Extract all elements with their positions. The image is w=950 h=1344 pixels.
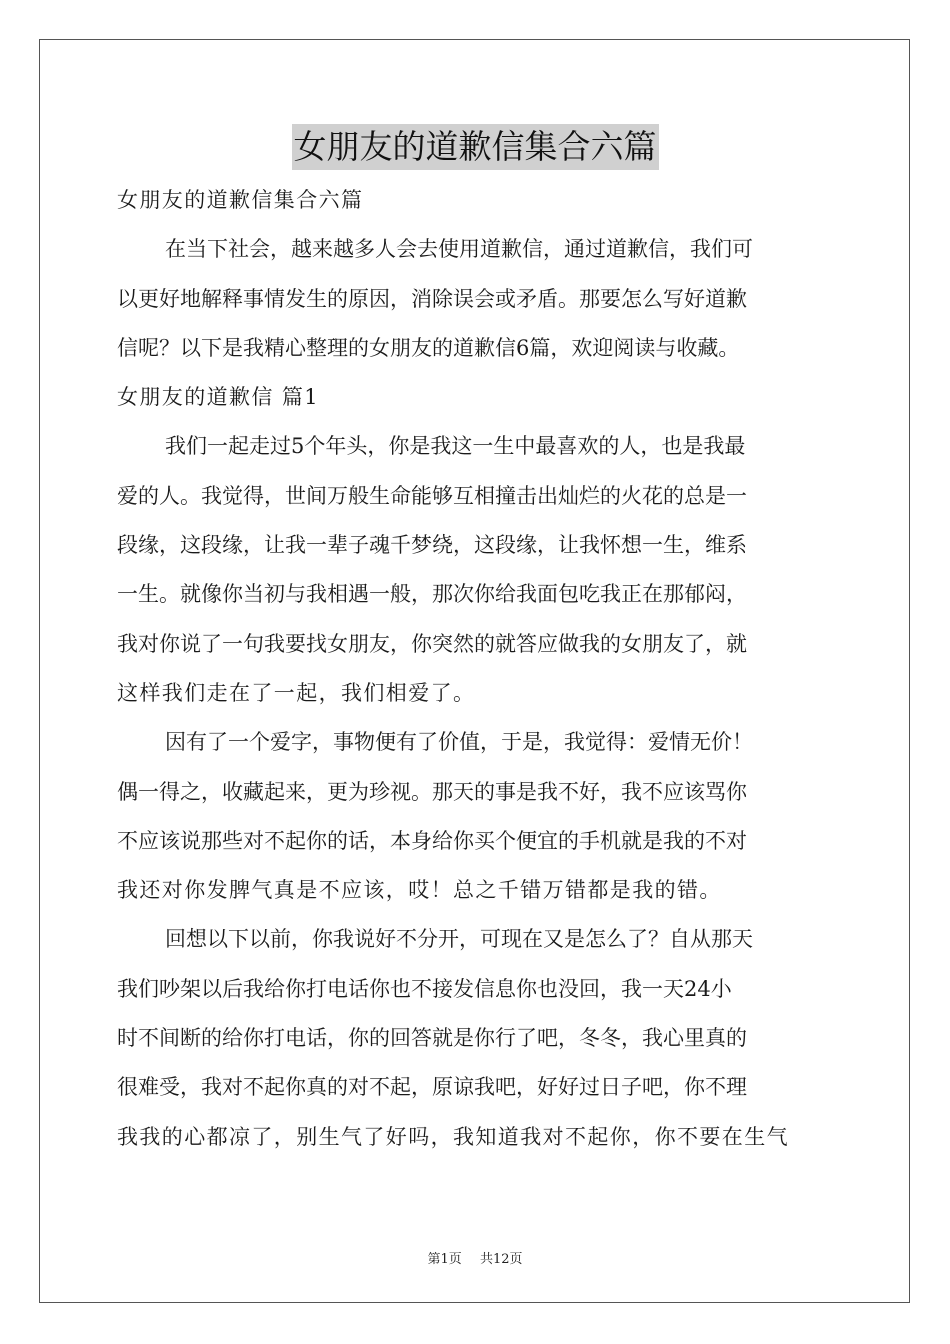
page-total: 共12页 bbox=[479, 1252, 523, 1267]
text-line: 这样我们走在了一起，我们相爱了。 bbox=[117, 680, 476, 705]
text-line: 在当下社会，越来越多人会去使用道歉信，通过道歉信，我们可 bbox=[165, 237, 753, 262]
title-container bbox=[0, 124, 950, 170]
text-line: 我对你说了一句我要找女朋友，你突然的就答应做我的女朋友了，就 bbox=[117, 631, 747, 656]
text-line: 不应该说那些对不起你的话，本身给你买个便宜的手机就是我的不对 bbox=[117, 828, 747, 853]
text-line: 我我的心都凉了，别生气了好吗，我知道我对不起你，你不要在生气 bbox=[117, 1124, 789, 1149]
text-line: 女朋友的道歉信集合六篇 bbox=[117, 188, 364, 212]
text-line: 因有了一个爱字，事物便有了价值，于是，我觉得：爱情无价！ bbox=[165, 730, 753, 755]
text-line: 回想以下以前，你我说好不分开，可现在又是怎么了？自从那天 bbox=[165, 927, 753, 952]
text-line: 我还对你发脾气真是不应该，哎！总之千错万错都是我的错。 bbox=[117, 878, 722, 903]
text-line: 女朋友的道歉信 篇1 bbox=[117, 385, 320, 410]
document-body bbox=[117, 176, 835, 1162]
text-line: 我们吵架以后我给你打电话你也不接发信息你也没回，我一天24小 bbox=[117, 976, 732, 1001]
text-line: 时不间断的给你打电话，你的回答就是你行了吧，冬冬，我心里真的 bbox=[117, 1026, 747, 1051]
text-line: 一生。就像你当初与我相遇一般，那次你给我面包吃我正在那郁闷， bbox=[117, 582, 747, 607]
document-title: 女朋友的道歉信集合六篇 bbox=[292, 124, 659, 170]
page-footer bbox=[0, 1248, 950, 1267]
text-line: 以更好地解释事情发生的原因，消除误会或矛盾。那要怎么写好道歉 bbox=[117, 286, 747, 311]
text-line: 爱的人。我觉得，世间万般生命能够互相撞击出灿烂的火花的总是一 bbox=[117, 483, 747, 508]
text-line: 我们一起走过5个年头，你是我这一生中最喜欢的人，也是我最 bbox=[165, 434, 746, 459]
page-number: 第1页 bbox=[427, 1252, 462, 1267]
text-line: 信呢？以下是我精心整理的女朋友的道歉信6篇，欢迎阅读与收藏。 bbox=[117, 335, 740, 360]
text-line: 很难受，我对不起你真的对不起，原谅我吧，好好过日子吧，你不理 bbox=[117, 1075, 747, 1100]
text-line: 段缘，这段缘，让我一辈子魂千梦绕，这段缘，让我怀想一生，维系 bbox=[117, 533, 747, 558]
text-line: 偶一得之，收藏起来，更为珍视。那天的事是我不好，我不应该骂你 bbox=[117, 779, 747, 804]
